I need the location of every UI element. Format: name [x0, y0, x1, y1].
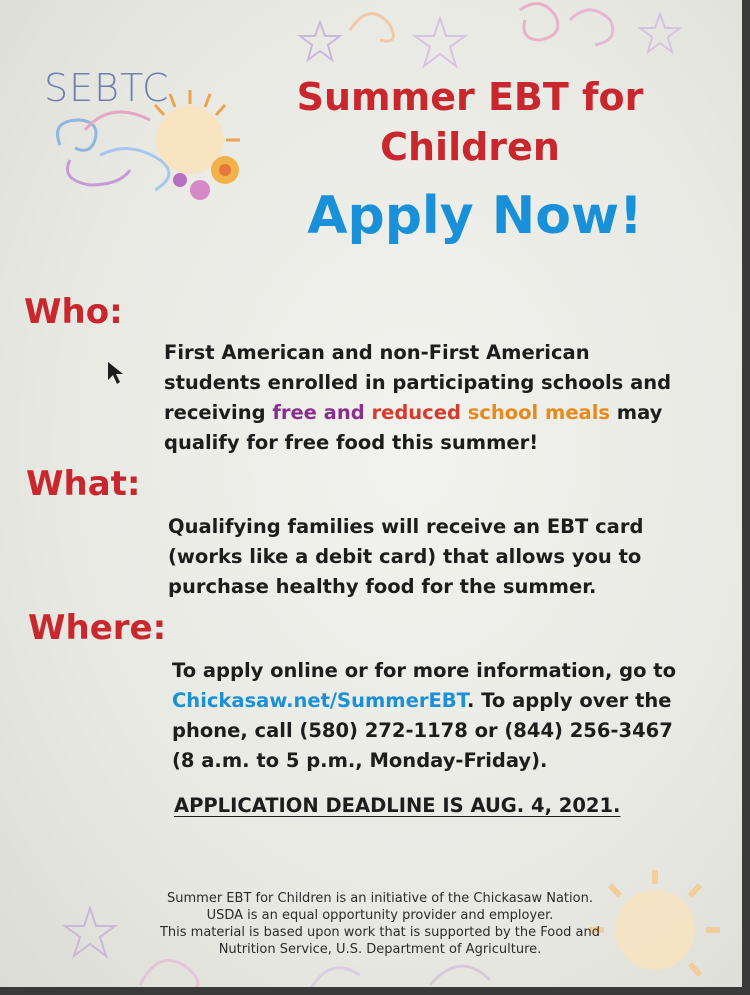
- who-text: [164, 338, 671, 458]
- summer-ebt-link[interactable]: Chickasaw.net/SummerEBT: [172, 689, 467, 712]
- where-line-2: [172, 686, 676, 716]
- title-line-2: Children: [380, 125, 560, 169]
- who-line-1: First American and non-First American: [164, 341, 590, 364]
- who-line-3: [164, 398, 671, 428]
- who-line-3-post: may: [610, 401, 663, 424]
- footer-line-1: Summer EBT for Children is an initiative of the Chickasaw Nation.: [167, 891, 593, 906]
- footer-line-4: Nutrition Service, U.S. Department of Agriculture.: [218, 942, 542, 957]
- footer: [120, 890, 640, 958]
- where-line-2-post: . To apply over the: [467, 689, 672, 712]
- free-text: free and: [272, 401, 372, 424]
- page-title: [250, 72, 690, 172]
- frame-edge-right: [742, 0, 750, 995]
- logo-text: SEBTC: [44, 66, 170, 110]
- decorative-stars: [290, 0, 750, 80]
- footer-line-3: This material is based upon work that is supported by the Food and: [159, 925, 601, 940]
- footer-line-2: USDA is an equal opportunity provider and employer.: [206, 908, 554, 923]
- where-line-1: To apply online or for more information, go to: [172, 659, 677, 682]
- where-line-3: phone, call (580) 272-1178 or (844) 256-3467: [172, 719, 673, 742]
- title-line-1: Summer EBT for: [296, 75, 644, 119]
- what-line-3: purchase healthy food for the summer.: [168, 575, 597, 598]
- frame-edge-bottom: [0, 987, 750, 995]
- where-heading: Where:: [28, 608, 167, 648]
- where-text: [172, 656, 676, 776]
- what-text: [168, 512, 643, 602]
- who-line-3-pre: receiving: [164, 401, 273, 424]
- who-line-2: students enrolled in participating schools and: [164, 371, 672, 394]
- who-line-4: qualify for free food this summer!: [164, 431, 539, 454]
- reduced-text: reduced: [371, 401, 468, 424]
- bottom-star-icon: [60, 900, 120, 970]
- mouse-cursor-icon: [106, 360, 126, 386]
- what-line-2: (works like a debit card) that allows you to: [168, 545, 642, 568]
- what-line-1: Qualifying families will receive an EBT card: [168, 515, 644, 538]
- school-meals-text: school meals: [467, 401, 611, 424]
- apply-now-heading: Apply Now!: [307, 186, 643, 246]
- who-heading: Who:: [24, 292, 123, 332]
- application-deadline: APPLICATION DEADLINE IS AUG. 4, 2021.: [174, 794, 621, 817]
- what-heading: What:: [26, 464, 141, 504]
- where-line-4: (8 a.m. to 5 p.m., Monday-Friday).: [172, 749, 548, 772]
